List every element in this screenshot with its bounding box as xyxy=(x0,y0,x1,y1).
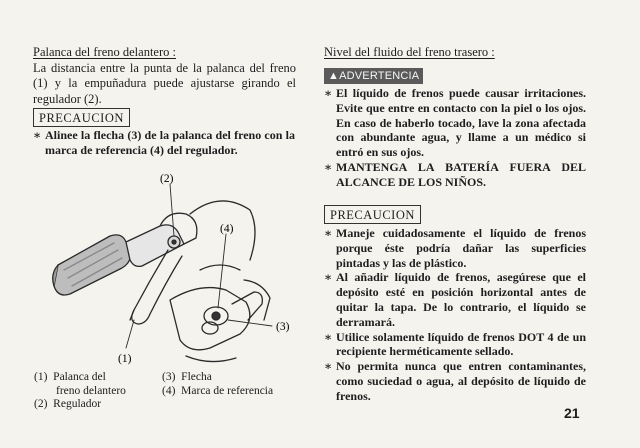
legend-text: Flecha xyxy=(181,371,212,383)
legend-item xyxy=(34,371,126,385)
right-caution-list xyxy=(324,226,586,404)
left-caution-label: PRECAUCION xyxy=(33,108,130,127)
callout-4: (4) xyxy=(220,223,234,235)
legend-item xyxy=(34,398,126,412)
legend-item xyxy=(162,385,273,399)
warning-triangle-icon: ▲ xyxy=(328,70,340,82)
page-number: 21 xyxy=(564,405,580,421)
legend-num: (2) xyxy=(34,398,48,410)
caution-item xyxy=(324,226,586,270)
legend-text: Palanca del xyxy=(53,371,106,383)
legend-text: Regulador xyxy=(53,398,102,410)
caution-item xyxy=(324,359,586,403)
caution-item-text: Maneje cuidadosamente el líquido de frenos porque éste podría dañar las superficies pintadas y las de plástico. xyxy=(336,226,586,270)
left-caution-item-text: Alinee la flecha (3) de la palanca del freno con la marca de referencia (4) del regulador. xyxy=(45,128,295,157)
bullet-star-icon: ∗ xyxy=(324,226,333,240)
caution-item xyxy=(324,330,586,360)
figure-legend-right xyxy=(162,371,273,398)
figure-legend-left xyxy=(34,371,126,412)
legend-item xyxy=(162,371,273,385)
rear-brake-fluid-heading: Nivel del fluido del freno trasero : xyxy=(324,45,495,59)
warning-item-text: El líquido de frenos puede causar irritaciones. Evite que entre en contacto con la piel o los ojos. En caso de haberlo tocado, lave la zona afectada con abundante agua, y llame a un médico si entró en sus ojos. xyxy=(336,86,586,160)
legend-text: Marca de referencia xyxy=(181,384,274,397)
left-caution-list xyxy=(33,128,295,158)
right-caution-label: PRECAUCION xyxy=(324,205,421,224)
warning-list xyxy=(324,86,586,190)
bullet-star-icon: ∗ xyxy=(324,270,333,285)
front-brake-lever-paragraph: La distancia entre la punta de la palanca del freno (1) y la empuñadura puede ajustarse girando el regulador (2). xyxy=(33,61,296,106)
caution-item-text: Al añadir líquido de frenos, asegúrese que el depósito esté en posición horizontal antes de quitar la tapa. De lo contrario, el líquido se derramará. xyxy=(336,270,586,329)
warning-label xyxy=(324,68,423,84)
caution-item-text: Utilice solamente líquido de frenos DOT 4 de un recipiente herméticamente sellado. xyxy=(336,329,586,359)
bullet-star-icon: ∗ xyxy=(324,86,333,100)
bullet-star-icon: ∗ xyxy=(324,359,333,374)
legend-item-cont: freno delantero xyxy=(56,384,126,397)
legend-num: (3) xyxy=(162,371,176,383)
left-caution-item xyxy=(33,128,295,158)
warning-item-text: MANTENGA LA BATERÍA FUERA DEL ALCANCE DE LOS NIÑOS. xyxy=(336,159,586,189)
bullet-star-icon: ∗ xyxy=(33,128,42,142)
warning-label-text: ADVERTENCIA xyxy=(339,70,420,82)
bullet-star-icon: ∗ xyxy=(324,329,333,344)
warning-item xyxy=(324,160,586,190)
bullet-star-icon: ∗ xyxy=(324,159,333,174)
callout-3: (3) xyxy=(276,321,290,333)
callout-1: (1) xyxy=(118,353,132,365)
caution-item-text: No permita nunca que entren contaminantes, como suciedad o agua, al depósito de líquido de frenos. xyxy=(336,359,586,403)
callout-2: (2) xyxy=(160,173,174,185)
legend-num: (4) xyxy=(162,384,176,397)
caution-item xyxy=(324,270,586,329)
legend-num: (1) xyxy=(34,371,48,383)
front-brake-lever-heading: Palanca del freno delantero : xyxy=(33,45,176,59)
brake-lever-illustration xyxy=(50,170,300,370)
warning-item xyxy=(324,86,586,160)
